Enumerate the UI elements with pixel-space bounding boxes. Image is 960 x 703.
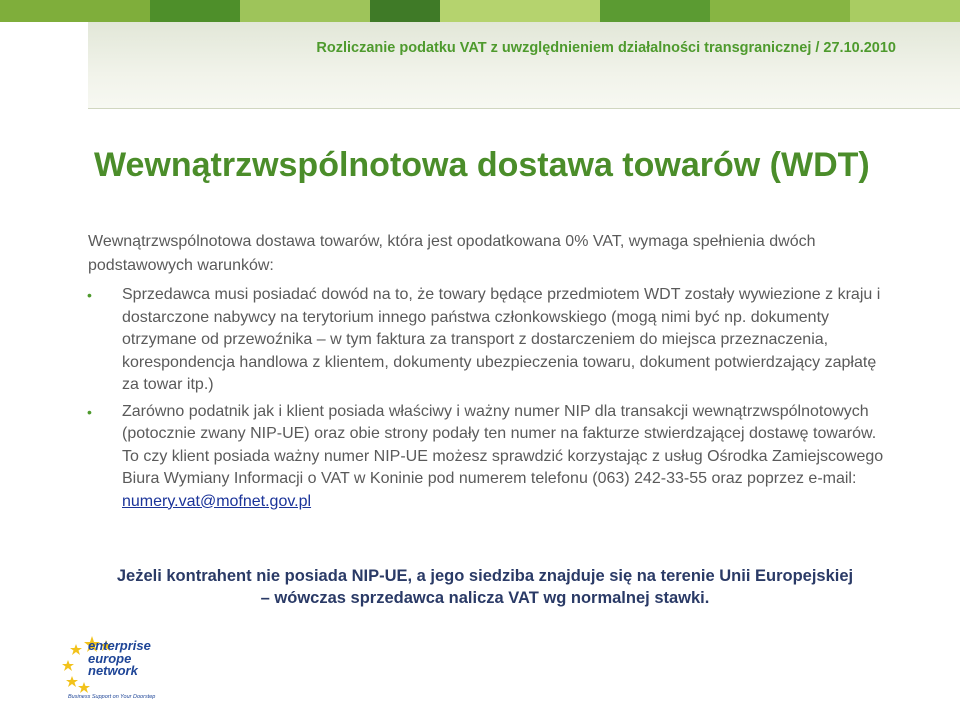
bullet-text: Zarówno podatnik jak i klient posiada właściwy i ważny numer NIP dla transakcji wewnątrzwspólnotowych (potocznie zwany NIP-UE) oraz obie strony podały ten numer na fakturze stwierdzającej dostawę towarów. To czy klient posiada ważny numer NIP-UE możesz sprawdzić korzystając z usług Ośrodka Zamiejscowego Biura Wymiany Informacji o VAT w Koninie pod numerem telefonu (063) 242-33-55 oraz poprzez e-mail: [122,402,884,487]
slide-title: Wewnątrzwspólnotowa dostawa towarów (WDT) [94,146,870,184]
bullet-icon: • [87,287,92,303]
color-segment [0,0,150,22]
logo-line: network [88,663,138,678]
color-segment [850,0,960,22]
color-segment [150,0,240,22]
logo-line: europe [88,650,132,666]
bullet-item [88,401,888,514]
color-segment [440,0,600,22]
color-segment [600,0,710,22]
bullet-text: Sprzedawca musi posiadać dowód na to, że towary będące przedmiotem WDT zostały wywiezione z kraju i dostarczone nabywcy na terytorium innego państwa członkowskiego (mogą nimi być np. dokumenty otrzymane od przewoźnika – w tym faktura za transport z dostarczeniem do miejsca przeznaczenia, korespondencja handlowa z klientem, dokumenty ubezpieczenia towaru, dokument potwierdzający zapłatę za towar itp.) [122,286,881,393]
bullet-item [88,284,888,397]
color-segment [710,0,850,22]
logo-tagline: Business Support on Your Doorstep [68,694,156,700]
email-link[interactable]: numery.vat@mofnet.gov.pl [122,492,312,510]
header-title: Rozliczanie podatku VAT z uwzględnieniem działalności transgranicznej / 27.10.2010 [316,40,896,56]
intro-paragraph: Wewnątrzwspólnotowa dostawa towarów, która jest opodatkowana 0% VAT, wymaga spełnienia dwóch podstawowych warunków: [88,233,816,274]
bullet-list [88,284,888,513]
logo-wordmark [88,640,151,678]
color-segment [240,0,370,22]
top-color-bar [0,0,960,22]
color-segment [370,0,440,22]
note-text: Jeżeli kontrahent nie posiada NIP-UE, a jego siedziba znajduje się na terenie Unii Europejskiej – wówczas sprzedawca nalicza VAT wg normalnej stawki. [116,567,854,607]
logo-line: enterprise [88,638,151,653]
bullet-icon: • [87,403,92,420]
header-band [88,22,960,109]
enterprise-europe-network-logo [62,630,172,703]
